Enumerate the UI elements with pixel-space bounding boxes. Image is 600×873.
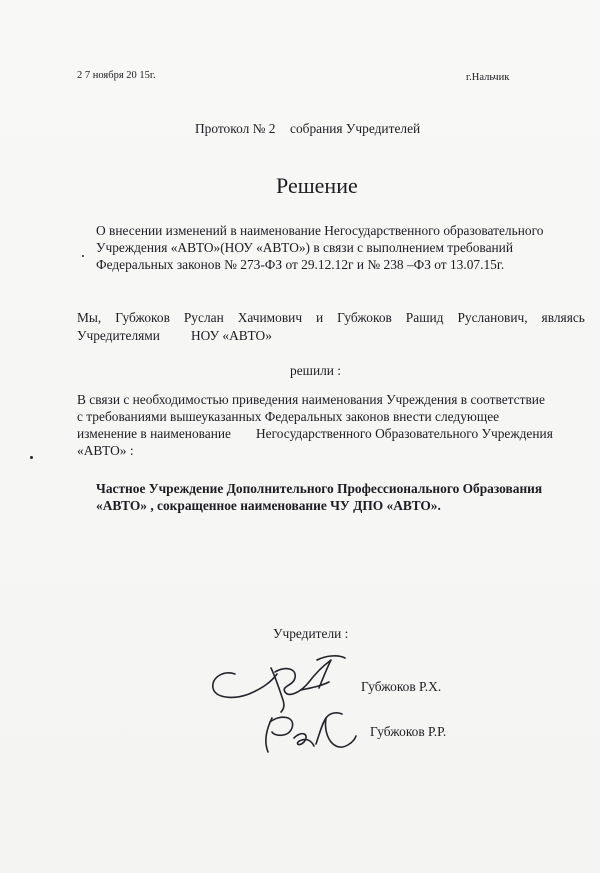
founders-word: Губжоков: [115, 310, 170, 325]
decision-subject-line: Федеральных законов № 273-ФЗ от 29.12.12г и № 238 –ФЗ от 13.07.15г.: [96, 257, 505, 272]
decision-subject-line: О внесении изменений в наименование Негосударственного образовательного: [96, 223, 544, 238]
scan-dot: [82, 255, 84, 257]
new-name-line: Частное Учреждение Дополнительного Профессионального Образования: [96, 481, 543, 496]
scan-dot: [30, 456, 33, 459]
founders-word: Губжоков: [337, 310, 392, 325]
founders-word: являясь: [541, 310, 585, 325]
founders-line: [77, 310, 585, 326]
signatures-heading: Учредители :: [273, 626, 349, 641]
founders-word: Хачимович: [237, 310, 303, 325]
protocol-number: Протокол № 2: [195, 121, 276, 136]
founders-word: Русланович,: [457, 310, 528, 325]
reasoning-line: «АВТО» :: [77, 443, 134, 458]
protocol-meeting: собрания Учредителей: [290, 121, 421, 136]
new-name-line: «АВТО» , сокращенное наименование ЧУ ДПО «АВТО».: [96, 498, 441, 513]
founders-word: и: [316, 310, 324, 325]
reasoning-line: В связи с необходимостью приведения наименования Учреждения в соответствие: [77, 392, 545, 407]
document-date: 2 7 ноября 20 15г.: [77, 70, 156, 81]
decision-title: Решение: [276, 173, 358, 198]
reasoning-line: Негосударственного Образовательного Учреждения: [256, 426, 553, 441]
signatory-second: Губжоков Р.Р.: [370, 724, 447, 739]
decision-subject-line: Учреждения «АВТО»(НОУ «АВТО») в связи с выполнением требований: [96, 240, 514, 255]
reasoning-line: с требованиями вышеуказанных Федеральных законов внести следующее: [77, 409, 500, 424]
founders-word: Рашид: [405, 310, 444, 325]
reasoning-line: изменение в наименование: [77, 426, 232, 441]
document-city: г.Нальчик: [466, 72, 510, 83]
founders-word: Мы,: [77, 310, 102, 325]
signature-first: [205, 652, 355, 712]
signatory-first: Губжоков Р.Х.: [361, 679, 442, 694]
founders-role: Учредителями: [77, 328, 160, 343]
founders-word: Руслан: [183, 310, 224, 325]
founders-organization: НОУ «АВТО»: [191, 328, 272, 343]
resolved-heading: решили :: [290, 363, 342, 378]
signature-second: [258, 708, 368, 758]
